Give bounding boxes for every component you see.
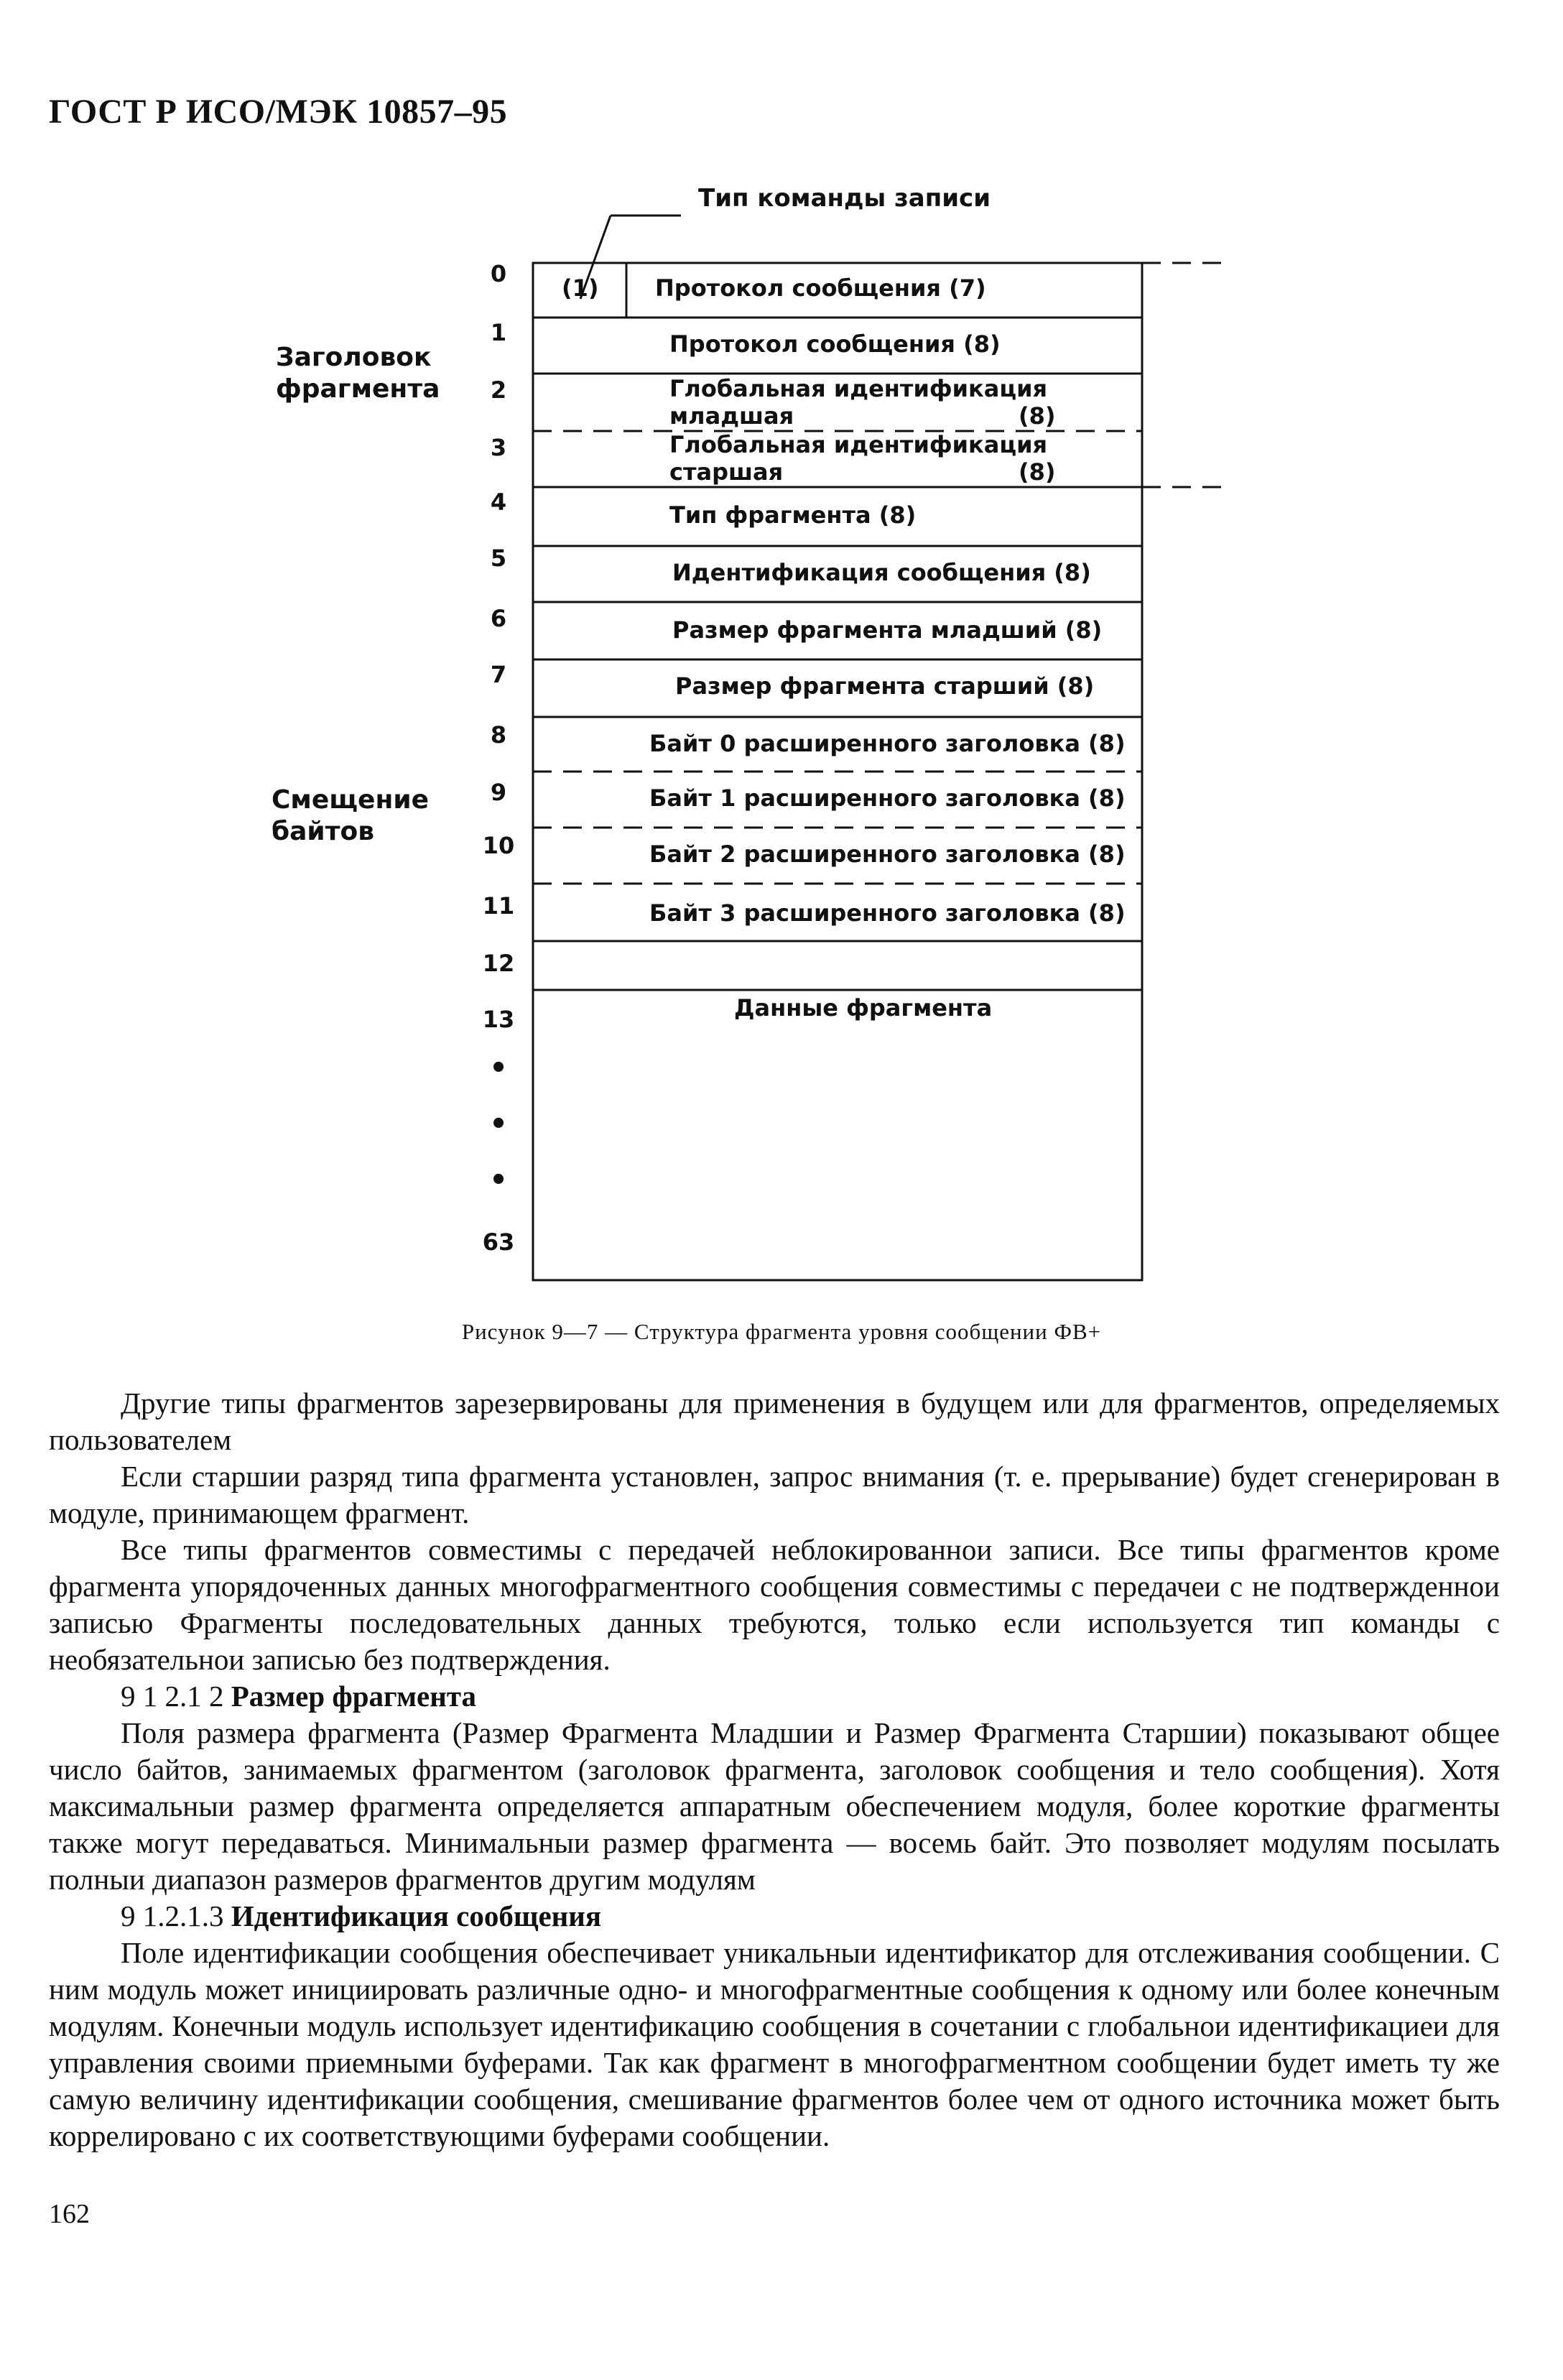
paragraph: Поле идентификации сообщения обеспечивает уникальныи идентификатор для отслеживания сообщении. С ним модуль может инициировать различные одно- и многофрагментные сообщения к одному или более конечным модулям. Конечныи модуль использует идентификацию сообщения в сочетании с глобальнои идентификациеи для управления своими приемными буферами. Так как фрагмент в многофрагментном сообщении будет иметь ту же самую величину идентификации сообщения, смешивание фрагментов более чем от одного источника может быть коррелировано с их соответствующими буферами сообщении. [49, 1936, 1500, 2152]
cell-write-type: (1) [562, 274, 599, 302]
offset-label: 0 [490, 260, 507, 287]
cell-global-id-high-word: старшая [669, 458, 784, 486]
cell-fragment-type: Тип фрагмента (8) [669, 501, 917, 529]
paragraph: Если старшии разряд типа фрагмента установлен, запрос внимания (т. е. прерывание) будет сгенерирован в модуле, принимающем фрагмент. [49, 1460, 1500, 1529]
cell-message-id: Идентификация сообщения (8) [672, 559, 1091, 586]
ellipsis-dot: • [489, 1052, 508, 1085]
ellipsis-dot: • [489, 1164, 508, 1197]
cell-fragment-data: Данные фрагмента [734, 994, 993, 1022]
fragment-header-group-label [276, 342, 440, 405]
section-number: 9 1 2.1 2 [121, 1680, 224, 1713]
paragraph: Все типы фрагментов совместимы с передачей неблокированнои записи. Все типы фрагментов кроме фрагмента упорядоченных данных многофрагментного сообщения совместимы с передачеи с не подтвержденнои записью Фрагменты последовательных данных требуются, только если используется тип команды с необязательнои записью без подтверждения. [49, 1533, 1500, 1676]
cell-global-id-high-size: (8) [1019, 458, 1056, 486]
group-label-line: Заголовок [276, 343, 432, 372]
group-label-line: Смещение [272, 785, 429, 815]
cell-ext-byte-3: Байт 3 расширенного заголовка (8) [649, 899, 1126, 927]
group-label-line: фрагмента [276, 374, 440, 404]
offset-label: 6 [490, 605, 507, 632]
figure-caption: Рисунок 9—7 — Структура фрагмента уровня сообщении ФВ+ [461, 1319, 1102, 1344]
cell-global-id-high: Глобальная идентификация [669, 431, 1048, 458]
offset-label: 8 [490, 721, 507, 749]
write-command-type-label: Тип команды записи [698, 184, 991, 213]
offset-label: 12 [482, 950, 515, 977]
offset-label: 4 [490, 488, 507, 516]
paragraph: Поля размера фрагмента (Размер Фрагмента Младшии и Размер Фрагмента Старшии) показывают общее число байтов, занимаемых фрагментом (заголовок фрагмента, заголовок сообщения и тело сообщения). Хотя максимальныи размер фрагмента определяется аппаратным обеспечением модуля, более короткие фрагменты также могут передаваться. Минимальныи размер фрагмента — восемь байт. Это позволяет модулям посылать полныи диапазон размеров фрагментов другим модулям [49, 1716, 1500, 1896]
offset-label: 3 [490, 434, 507, 461]
cell-global-id-low-word: младшая [669, 402, 794, 430]
offset-label: 11 [482, 892, 515, 920]
offset-label: 7 [490, 661, 507, 688]
section-title: Идентификация сообщения [231, 1899, 602, 1932]
offset-label: 2 [490, 376, 507, 404]
offset-label: 63 [482, 1228, 515, 1256]
offset-label: 10 [482, 832, 515, 859]
cell-global-id-low-size: (8) [1019, 402, 1056, 430]
cell-global-id-low: Глобальная идентификация [669, 375, 1048, 402]
offset-label: 5 [490, 545, 507, 572]
page-number: 162 [49, 2199, 90, 2229]
ellipsis-dot: • [489, 1108, 508, 1141]
cell-ext-byte-0: Байт 0 расширенного заголовка (8) [649, 730, 1126, 757]
section-heading [49, 1678, 1500, 1715]
body-text [49, 1385, 1500, 2154]
section-heading [49, 1898, 1500, 1935]
section-title: Размер фрагмента [231, 1680, 477, 1713]
cell-protocol-8: Протокол сообщения (8) [669, 330, 1001, 358]
section-number: 9 1.2.1.3 [121, 1899, 224, 1932]
cell-ext-byte-2: Байт 2 расширенного заголовка (8) [649, 841, 1126, 868]
offset-label: 1 [490, 319, 507, 346]
document-header: ГОСТ Р ИСО/МЭК 10857–95 [49, 93, 508, 131]
paragraph: Другие типы фрагментов зарезервированы для применения в будущем или для фрагментов, определяемых пользователем [49, 1386, 1500, 1456]
offset-label: 13 [482, 1006, 515, 1033]
cell-size-low: Размер фрагмента младший (8) [672, 616, 1103, 644]
offset-label: 9 [490, 779, 507, 806]
byte-offset-group-label [272, 784, 429, 848]
cell-ext-byte-1: Байт 1 расширенного заголовка (8) [649, 784, 1126, 812]
group-label-line: байтов [272, 817, 375, 846]
cell-protocol-7: Протокол сообщения (7) [655, 274, 986, 302]
cell-size-high: Размер фрагмента старший (8) [675, 672, 1095, 700]
